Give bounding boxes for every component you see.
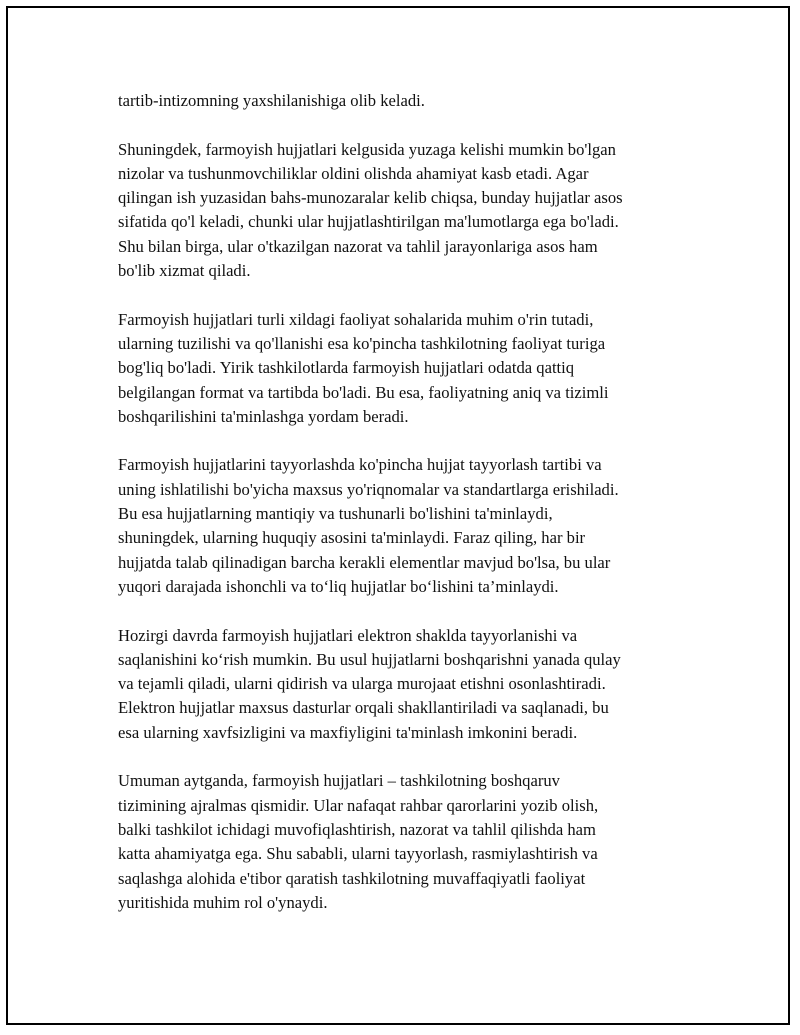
text-line: Shu bilan birga, ular o'tkazilgan nazorat va tahlil jarayonlariga asos ham	[118, 236, 598, 256]
text-line: bog'liq bo'ladi. Yirik tashkilotlarda farmoyish hujjatlari odatda qattiq	[118, 358, 575, 378]
text-line: esa ularning xavfsizligini va maxfiyligini ta'minlash imkonini beradi.	[118, 722, 578, 742]
text-line: uning ishlatilishi bo'yicha maxsus yo'riqnomalar va standartlarga erishiladi.	[118, 479, 619, 499]
paragraph-2	[118, 138, 698, 284]
text-line: yuqori darajada ishonchli va to‘liq hujjatlar bo‘lishini ta’minlaydi.	[118, 576, 559, 596]
text-line: nizolar va tushunmovchiliklar oldini olishda ahamiyat kasb etadi. Agar	[118, 163, 589, 183]
document-body	[118, 89, 698, 939]
text-line: hujjatda talab qilinadigan barcha kerakli elementlar mavjud bo'lsa, bu ular	[118, 552, 611, 572]
text-line: belgilangan format va tartibda bo'ladi. Bu esa, faoliyatning aniq va tizimli	[118, 382, 609, 402]
paragraph-4	[118, 453, 698, 599]
paragraph-6	[118, 769, 698, 915]
text-line: shuningdek, ularning huquqiy asosini ta'minlaydi. Faraz qiling, har bir	[118, 528, 586, 548]
text-line: Hozirgi davrda farmoyish hujjatlari elektron shaklda tayyorlanishi va	[118, 625, 578, 645]
text-line: bo'lib xizmat qiladi.	[118, 261, 251, 281]
text-line: Farmoyish hujjatlarini tayyorlashda ko'pincha hujjat tayyorlash tartibi va	[118, 455, 602, 475]
text-line: boshqarilishini ta'minlashga yordam beradi.	[118, 406, 409, 426]
text-line: Shuningdek, farmoyish hujjatlari kelgusida yuzaga kelishi mumkin bo'lgan	[118, 139, 616, 159]
text-line: tartib-intizomning yaxshilanishiga olib keladi.	[118, 91, 425, 110]
paragraph-1	[118, 89, 698, 113]
text-line: Umuman aytganda, farmoyish hujjatlari – tashkilotning boshqaruv	[118, 771, 560, 791]
text-line: va tejamli qiladi, ularni qidirish va ularga murojaat etishni osonlashtiradi.	[118, 674, 606, 694]
text-line: Farmoyish hujjatlari turli xildagi faoliyat sohalarida muhim o'rin tutadi,	[118, 309, 594, 329]
text-line: balki tashkilot ichidagi muvofiqlashtirish, nazorat va tahlil qilishda ham	[118, 819, 596, 839]
text-line: Bu esa hujjatlarning mantiqiy va tushunarli bo'lishini ta'minlaydi,	[118, 504, 553, 524]
text-line: saqlanishini ko‘rish mumkin. Bu usul hujjatlarni boshqarishni yanada qulay	[118, 649, 621, 669]
text-line: tizimining ajralmas qismidir. Ular nafaqat rahbar qarorlarini yozib olish,	[118, 795, 599, 815]
paragraph-5	[118, 624, 698, 745]
text-line: saqlashga alohida e'tibor qaratish tashkilotning muvaffaqiyatli faoliyat	[118, 868, 586, 888]
text-line: qilingan ish yuzasidan bahs-munozaralar kelib chiqsa, bunday hujjatlar asos	[118, 188, 623, 208]
text-line: ularning tuzilishi va qo'llanishi esa ko'pincha tashkilotning faoliyat turiga	[118, 333, 606, 353]
text-line: sifatida qo'l keladi, chunki ular hujjatlashtirilgan ma'lumotlarga ega bo'ladi.	[118, 212, 619, 232]
text-line: katta ahamiyatga ega. Shu sababli, ularni tayyorlash, rasmiylashtirish va	[118, 844, 598, 864]
text-line: Elektron hujjatlar maxsus dasturlar orqali shakllantiriladi va saqlanadi, bu	[118, 698, 609, 718]
text-line: yuritishida muhim rol o'ynaydi.	[118, 892, 328, 912]
paragraph-3	[118, 308, 698, 429]
